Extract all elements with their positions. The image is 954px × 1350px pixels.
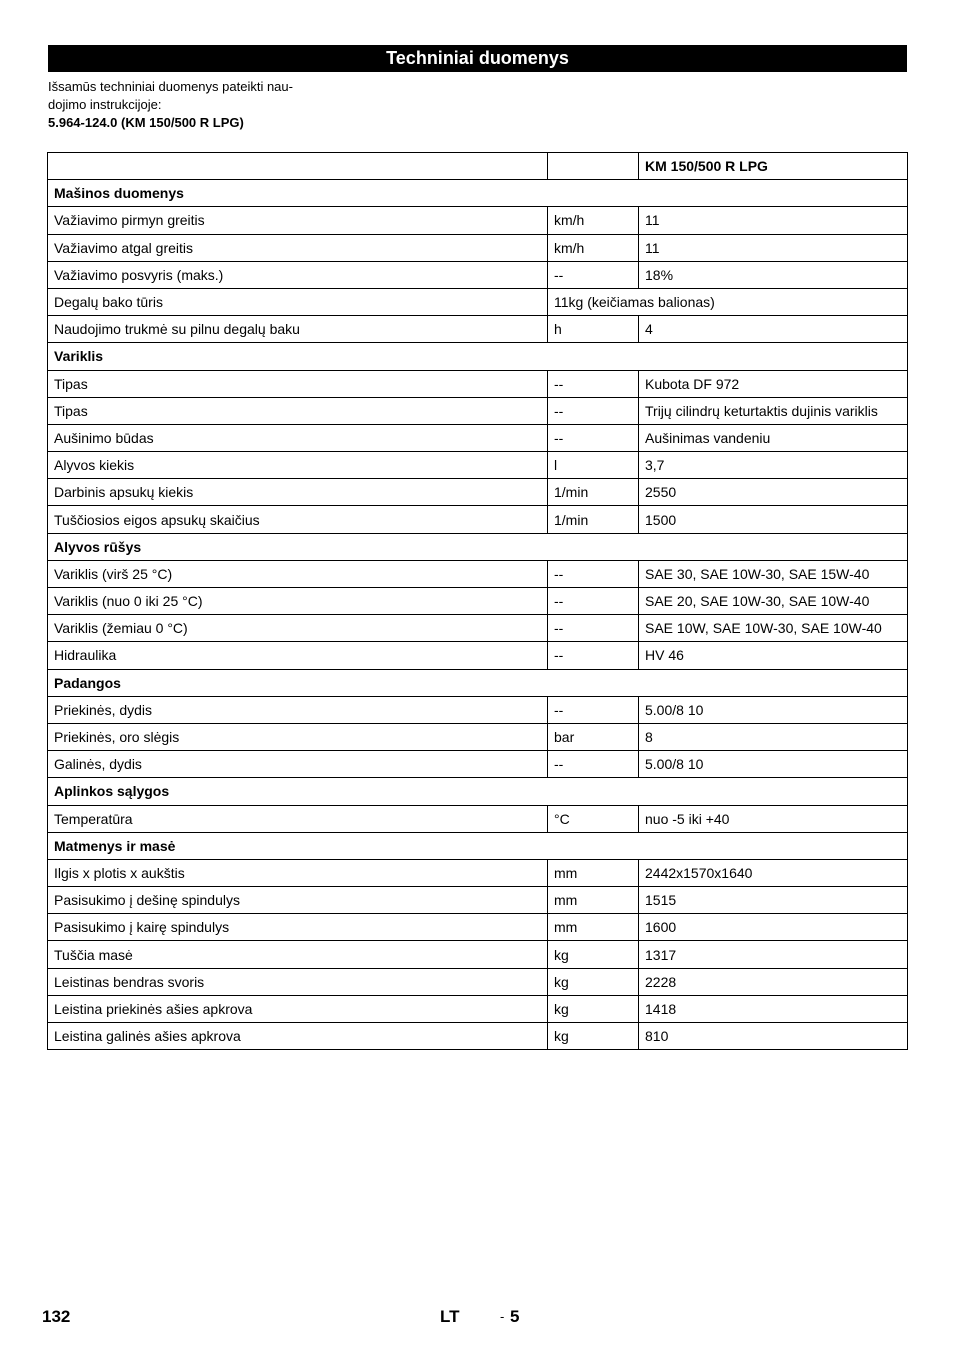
unit-cell: km/h	[548, 234, 639, 261]
value-cell: 11kg (keičiamas balionas)	[548, 288, 908, 315]
value-cell: 2228	[639, 968, 908, 995]
intro-text	[48, 78, 348, 132]
param-cell: Naudojimo trukmė su pilnu degalų baku	[48, 316, 548, 343]
param-cell: Leistina galinės ašies apkrova	[48, 1023, 548, 1050]
unit-cell: --	[548, 588, 639, 615]
value-cell: 1418	[639, 995, 908, 1022]
table-row	[48, 751, 908, 778]
value-cell: SAE 30, SAE 10W-30, SAE 15W-40	[639, 560, 908, 587]
section-row	[48, 832, 908, 859]
table-row	[48, 588, 908, 615]
table-row	[48, 288, 908, 315]
value-cell: 4	[639, 316, 908, 343]
table-row	[48, 506, 908, 533]
value-cell: nuo -5 iki +40	[639, 805, 908, 832]
table-row	[48, 805, 908, 832]
table-row	[48, 452, 908, 479]
value-cell: 11	[639, 207, 908, 234]
unit-cell: h	[548, 316, 639, 343]
param-cell: Pasisukimo į dešinę spindulys	[48, 887, 548, 914]
table-row	[48, 723, 908, 750]
header-unit	[548, 153, 639, 180]
unit-cell: kg	[548, 995, 639, 1022]
unit-cell: 1/min	[548, 479, 639, 506]
language-code: LT	[440, 1307, 460, 1326]
value-cell: 1515	[639, 887, 908, 914]
section-row	[48, 343, 908, 370]
section-row	[48, 778, 908, 805]
param-cell: Variklis (žemiau 0 °C)	[48, 615, 548, 642]
value-cell: 18%	[639, 261, 908, 288]
value-cell: SAE 20, SAE 10W-30, SAE 10W-40	[639, 588, 908, 615]
unit-cell: --	[548, 560, 639, 587]
section-row	[48, 669, 908, 696]
param-cell: Galinės, dydis	[48, 751, 548, 778]
header-param	[48, 153, 548, 180]
table-row	[48, 968, 908, 995]
table-row	[48, 914, 908, 941]
value-cell: SAE 10W, SAE 10W-30, SAE 10W-40	[639, 615, 908, 642]
unit-cell: --	[548, 642, 639, 669]
table-row	[48, 859, 908, 886]
value-cell: 1500	[639, 506, 908, 533]
param-cell: Tipas	[48, 397, 548, 424]
section-row	[48, 180, 908, 207]
unit-cell: kg	[548, 941, 639, 968]
unit-cell: --	[548, 397, 639, 424]
section-row	[48, 533, 908, 560]
unit-cell: kg	[548, 968, 639, 995]
table-row	[48, 560, 908, 587]
unit-cell: --	[548, 261, 639, 288]
section-heading: Variklis	[48, 343, 908, 370]
unit-cell: mm	[548, 859, 639, 886]
value-cell: Trijų cilindrų keturtaktis dujinis variklis	[639, 397, 908, 424]
param-cell: Aušinimo būdas	[48, 424, 548, 451]
section-heading: Padangos	[48, 669, 908, 696]
table-row	[48, 316, 908, 343]
section-heading: Mašinos duomenys	[48, 180, 908, 207]
table-row	[48, 696, 908, 723]
unit-cell: mm	[548, 887, 639, 914]
unit-cell: --	[548, 370, 639, 397]
value-cell: Kubota DF 972	[639, 370, 908, 397]
unit-cell: 1/min	[548, 506, 639, 533]
param-cell: Variklis (virš 25 °C)	[48, 560, 548, 587]
unit-cell: --	[548, 615, 639, 642]
param-cell: Važiavimo atgal greitis	[48, 234, 548, 261]
table-row	[48, 615, 908, 642]
table-row	[48, 1023, 908, 1050]
section-heading: Aplinkos sąlygos	[48, 778, 908, 805]
page-title: Techniniai duomenys	[48, 45, 907, 72]
param-cell: Priekinės, oro slėgis	[48, 723, 548, 750]
unit-cell: l	[548, 452, 639, 479]
table-row	[48, 941, 908, 968]
value-cell: 2550	[639, 479, 908, 506]
table-row	[48, 370, 908, 397]
param-cell: Važiavimo posvyris (maks.)	[48, 261, 548, 288]
table-header-row	[48, 153, 908, 180]
param-cell: Temperatūra	[48, 805, 548, 832]
value-cell: 8	[639, 723, 908, 750]
value-cell: 5.00/8 10	[639, 751, 908, 778]
value-cell: HV 46	[639, 642, 908, 669]
table-row	[48, 887, 908, 914]
spec-table	[47, 152, 908, 1050]
unit-cell: °C	[548, 805, 639, 832]
param-cell: Tuščiosios eigos apsukų skaičius	[48, 506, 548, 533]
param-cell: Leistina priekinės ašies apkrova	[48, 995, 548, 1022]
value-cell: 1317	[639, 941, 908, 968]
param-cell: Variklis (nuo 0 iki 25 °C)	[48, 588, 548, 615]
unit-cell: bar	[548, 723, 639, 750]
param-cell: Ilgis x plotis x aukštis	[48, 859, 548, 886]
unit-cell: --	[548, 424, 639, 451]
page-separator: -	[500, 1309, 505, 1324]
param-cell: Tipas	[48, 370, 548, 397]
value-cell: 5.00/8 10	[639, 696, 908, 723]
table-row	[48, 995, 908, 1022]
table-row	[48, 479, 908, 506]
table-row	[48, 424, 908, 451]
intro-model-number: 5.964-124.0 (KM 150/500 R LPG)	[48, 115, 244, 130]
param-cell: Važiavimo pirmyn greitis	[48, 207, 548, 234]
param-cell: Priekinės, dydis	[48, 696, 548, 723]
param-cell: Hidraulika	[48, 642, 548, 669]
value-cell: 11	[639, 234, 908, 261]
value-cell: 810	[639, 1023, 908, 1050]
table-row	[48, 207, 908, 234]
header-model: KM 150/500 R LPG	[639, 153, 908, 180]
page-number: 132	[42, 1307, 71, 1326]
table-row	[48, 234, 908, 261]
param-cell: Tuščia masė	[48, 941, 548, 968]
param-cell: Leistinas bendras svoris	[48, 968, 548, 995]
value-cell: Aušinimas vandeniu	[639, 424, 908, 451]
param-cell: Degalų bako tūris	[48, 288, 548, 315]
unit-cell: --	[548, 751, 639, 778]
unit-cell: kg	[548, 1023, 639, 1050]
intro-line-2: dojimo instrukcijoje:	[48, 97, 162, 112]
sub-page-number: 5	[510, 1307, 520, 1326]
unit-cell: mm	[548, 914, 639, 941]
param-cell: Alyvos kiekis	[48, 452, 548, 479]
param-cell: Darbinis apsukų kiekis	[48, 479, 548, 506]
intro-line-1: Išsamūs techniniai duomenys pateikti nau-	[48, 79, 293, 94]
table-row	[48, 397, 908, 424]
value-cell: 2442x1570x1640	[639, 859, 908, 886]
unit-cell: km/h	[548, 207, 639, 234]
table-row	[48, 261, 908, 288]
value-cell: 1600	[639, 914, 908, 941]
unit-cell: --	[548, 696, 639, 723]
section-heading: Matmenys ir masė	[48, 832, 908, 859]
value-cell: 3,7	[639, 452, 908, 479]
table-row	[48, 642, 908, 669]
param-cell: Pasisukimo į kairę spindulys	[48, 914, 548, 941]
section-heading: Alyvos rūšys	[48, 533, 908, 560]
